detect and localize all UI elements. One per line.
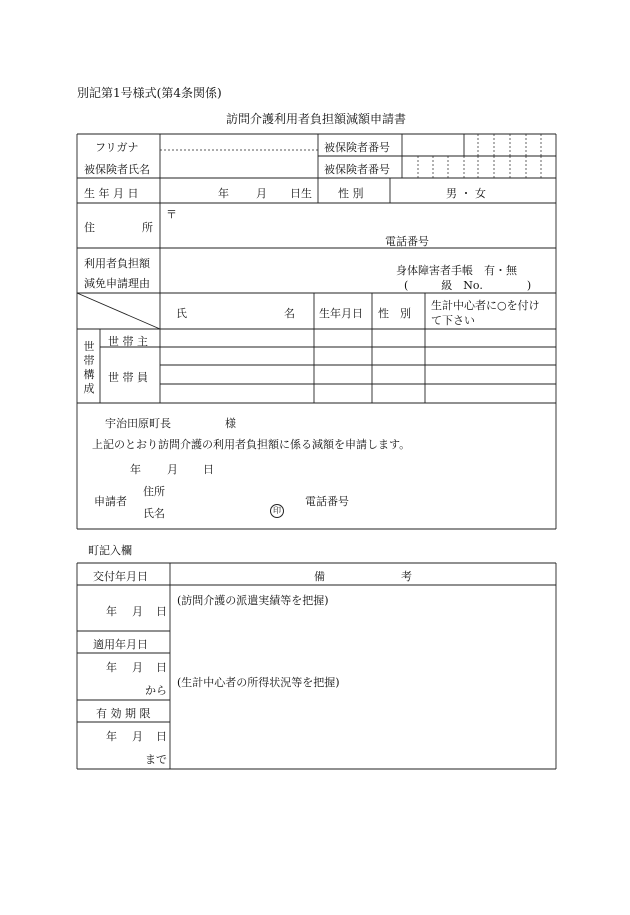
address-field[interactable] xyxy=(178,206,548,230)
household-section-label: 世帯構成 xyxy=(83,340,95,395)
phone-label: 電話番号 xyxy=(385,235,429,248)
until-label: まで xyxy=(145,753,167,766)
addressee: 宇治田原町長 xyxy=(105,417,171,430)
remark-income-status: (生計中心者の所得状況等を把握) xyxy=(177,676,340,689)
applicant-label: 申請者 xyxy=(94,495,127,508)
insured-name-label: 被保険者氏名 xyxy=(84,163,150,176)
addressee-honorific: 様 xyxy=(225,417,236,430)
apply-month: 月 xyxy=(132,661,143,674)
furigana-field[interactable] xyxy=(161,135,317,149)
sex-label: 性 別 xyxy=(338,187,364,200)
reason-field[interactable] xyxy=(161,250,381,290)
issue-year: 年 xyxy=(106,605,117,618)
declaration-month: 月 xyxy=(167,463,178,476)
insured-number-field-1[interactable] xyxy=(465,135,555,155)
issue-month: 月 xyxy=(132,605,143,618)
issue-date-label: 交付年月日 xyxy=(93,570,148,583)
household-col-sex: 性 別 xyxy=(378,307,411,320)
applicant-address-label: 住所 xyxy=(143,485,165,498)
birthdate-month: 月 xyxy=(256,187,267,200)
remarks-label-1: 備 xyxy=(314,570,325,583)
birthdate-label: 生 年 月 日 xyxy=(84,187,139,200)
validity-day: 日 xyxy=(156,730,167,743)
birthdate-field[interactable] xyxy=(161,179,317,202)
declaration-year: 年 xyxy=(130,463,141,476)
household-col-main-earner-1: 生計中心者に○を付け xyxy=(431,299,540,312)
disability-label: 身体障害者手帳 有・無 xyxy=(396,264,517,277)
from-label: から xyxy=(145,684,167,697)
seal-mark: 印 xyxy=(270,504,284,518)
sex-options[interactable]: 男 ・ 女 xyxy=(446,187,486,200)
insured-name-field[interactable] xyxy=(161,151,317,177)
household-col-name-1: 氏 xyxy=(176,307,187,320)
household-head-name-field[interactable] xyxy=(161,330,313,346)
apply-date-label: 適用年月日 xyxy=(93,638,148,651)
furigana-label: フリガナ xyxy=(95,141,139,154)
applicant-name-field[interactable] xyxy=(175,503,265,519)
form-title: 訪問介護利用者負担額減額申請書 xyxy=(226,112,407,126)
insured-number-label-2: 被保険者番号 xyxy=(324,163,390,176)
validity-month: 月 xyxy=(132,730,143,743)
insured-number-field-2[interactable] xyxy=(403,157,555,177)
validity-year: 年 xyxy=(106,730,117,743)
address-label-2: 所 xyxy=(142,221,153,234)
address-label-1: 住 xyxy=(84,221,95,234)
apply-year: 年 xyxy=(106,661,117,674)
declaration-statement: 上記のとおり訪問介護の利用者負担額に係る減額を申請します。 xyxy=(92,438,411,451)
remark-dispatch-record: (訪問介護の派遣実績等を把握) xyxy=(177,594,329,607)
household-col-main-earner-2: て下さい xyxy=(431,314,475,327)
declaration-day: 日 xyxy=(203,463,214,476)
household-member-label: 世 帯 員 xyxy=(108,371,148,384)
office-section-title: 町記入欄 xyxy=(88,544,132,557)
applicant-address-field[interactable] xyxy=(175,481,275,497)
insured-number-label-1: 被保険者番号 xyxy=(324,141,390,154)
reason-label-2: 減免申請理由 xyxy=(84,277,150,290)
issue-day: 日 xyxy=(156,605,167,618)
remarks-label-2: 考 xyxy=(401,570,412,583)
household-head-label: 世 帯 主 xyxy=(108,335,148,348)
household-member-name-field-1[interactable] xyxy=(161,348,313,364)
household-col-birthdate: 生年月日 xyxy=(319,307,363,320)
household-member-name-field-3[interactable] xyxy=(161,385,313,402)
form-reference: 別記第1号様式(第4条関係) xyxy=(77,86,222,100)
apply-day: 日 xyxy=(156,661,167,674)
household-col-name-2: 名 xyxy=(284,307,295,320)
applicant-phone-label: 電話番号 xyxy=(305,495,349,508)
birthdate-year: 年 xyxy=(218,187,229,200)
household-member-name-field-2[interactable] xyxy=(161,366,313,383)
postal-mark: 〒 xyxy=(166,208,177,221)
applicant-name-label: 氏名 xyxy=(143,507,165,520)
validity-label: 有 効 期 限 xyxy=(96,707,151,720)
reason-label-1: 利用者負担額 xyxy=(84,257,150,270)
birthdate-day: 日生 xyxy=(290,187,312,200)
disability-grade: ( 級 No. ) xyxy=(404,279,532,292)
